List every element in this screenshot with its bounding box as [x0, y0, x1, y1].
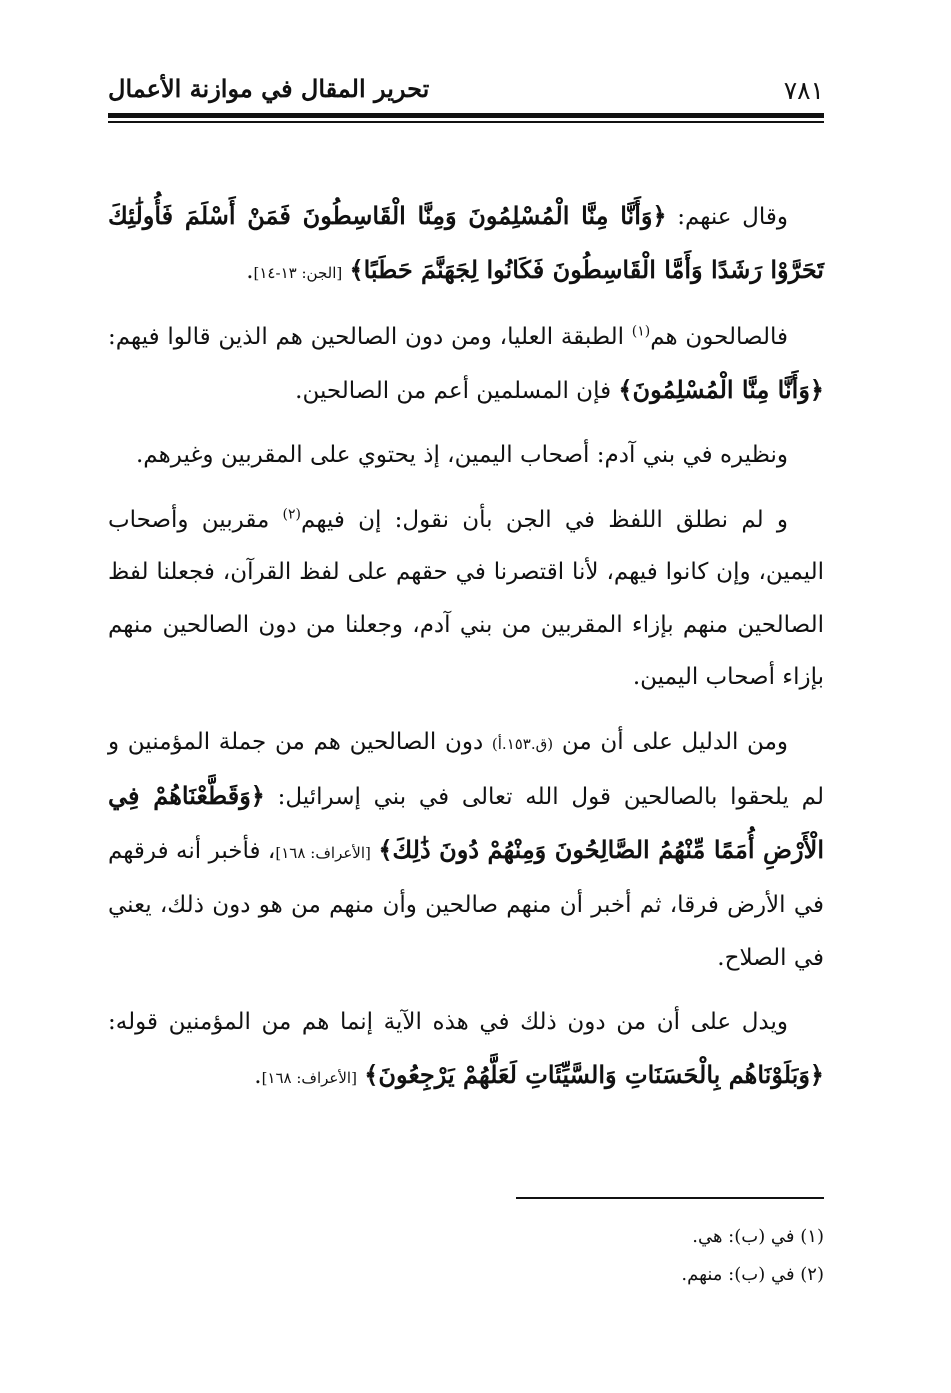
- paragraph-text: الطبقة العليا، ومن دون الصالحين هم الذين قالوا فيهم:: [108, 324, 632, 350]
- footnote-separator: [516, 1197, 824, 1199]
- paragraph-text: دون الصالحين هم من جملة المؤمنين و لم يلحقوا بالصالحين قول الله تعالى في بني إسرائيل:: [108, 728, 824, 810]
- paragraph-text: مقربين وأصحاب اليمين، وإن كانوا فيهم، لأنا اقتصرنا في حقهم على لفظ القرآن، فجعلنا لفظ الصالحين منهم بإزاء المقربين من بني آدم، وجعلنا من دون الصالحين منهم بإزاء أصحاب اليمين.: [108, 506, 824, 690]
- footnotes: [108, 1218, 824, 1294]
- paragraph-text: ويدل على أن من دون ذلك في هذه الآية إنما هم من المؤمنين قوله:: [108, 1009, 788, 1035]
- verse-reference: [الأعراف: ١٦٨]: [261, 1068, 357, 1087]
- footnote-marker: (١): [631, 323, 651, 340]
- paragraph-text: و لم نطلق اللفظ في الجن بأن نقول: إن فيهم: [301, 506, 788, 533]
- verse-reference: [الجن: ١٣-١٤]: [253, 263, 343, 282]
- quran-verse: ﴿وَقَطَّعْنَاهُمْ فِي الْأَرْضِ أُمَمًا مِّنْهُمُ الصَّالِحُونَ وَمِنْهُمْ دُونَ ذَٰلِكَ﴾: [108, 781, 824, 864]
- paragraph-5: [108, 716, 824, 985]
- paragraph-text: .: [246, 257, 254, 284]
- paragraph-text: ونظيره في بني آدم: أصحاب اليمين، إذ يحتوي على المقربين وغيرهم.: [136, 442, 788, 468]
- paragraph-text: .: [254, 1062, 262, 1089]
- footnote-1: (١) في (ب): هي.: [692, 1226, 824, 1247]
- page-header: [108, 70, 824, 110]
- paragraph-text: فإن المسلمين أعم من الصالحين.: [295, 377, 619, 404]
- verse-reference: [الأعراف: ١٦٨]: [275, 843, 371, 862]
- quran-verse: ﴿وَبَلَوْنَاهُم بِالْحَسَنَاتِ وَالسَّيِّئَاتِ لَعَلَّهُمْ يَرْجِعُونَ﴾: [364, 1059, 824, 1089]
- header-rule-thin: [108, 121, 824, 123]
- header-rule-thick: [108, 113, 824, 118]
- paragraph-2: [108, 311, 824, 417]
- paragraph-6: [108, 996, 824, 1104]
- paragraph-text: وقال عنهم:: [666, 204, 789, 230]
- paragraph-3: [108, 429, 824, 482]
- running-title: تحرير المقال في موازنة الأعمال: [108, 74, 430, 103]
- paragraph-text: ومن الدليل على أن من: [553, 728, 788, 755]
- body-text: [108, 190, 824, 1116]
- footnote-marker: (٢): [282, 505, 302, 522]
- paragraph-text: ، فأخبر أنه فرقهم في الأرض فرقا، ثم أخبر أن منهم صالحين وأن منهم من هو دون ذلك، يعني في الصلاح.: [108, 837, 824, 971]
- paragraph-text: فالصالحون هم: [650, 324, 788, 350]
- paragraph-1: [108, 190, 824, 299]
- paragraph-4: [108, 494, 824, 704]
- manuscript-reference: (ق.١٥٣.أ): [491, 734, 554, 753]
- quran-verse: ﴿وَأَنَّا مِنَّا الْمُسْلِمُونَ﴾: [618, 374, 824, 404]
- quran-verse: ﴿وَأَنَّا مِنَّا الْمُسْلِمُونَ وَمِنَّا الْقَاسِطُونَ فَمَنْ أَسْلَمَ فَأُولَٰئِكَ تَحَرَّوْا رَشَدًا وَأَمَّا الْقَاسِطُونَ فَكَانُوا لِجَهَنَّمَ حَطَبًا﴾: [108, 201, 824, 284]
- footnote-2: (٢) في (ب): منهم.: [681, 1264, 824, 1285]
- page-number: ٧٨١: [783, 76, 824, 105]
